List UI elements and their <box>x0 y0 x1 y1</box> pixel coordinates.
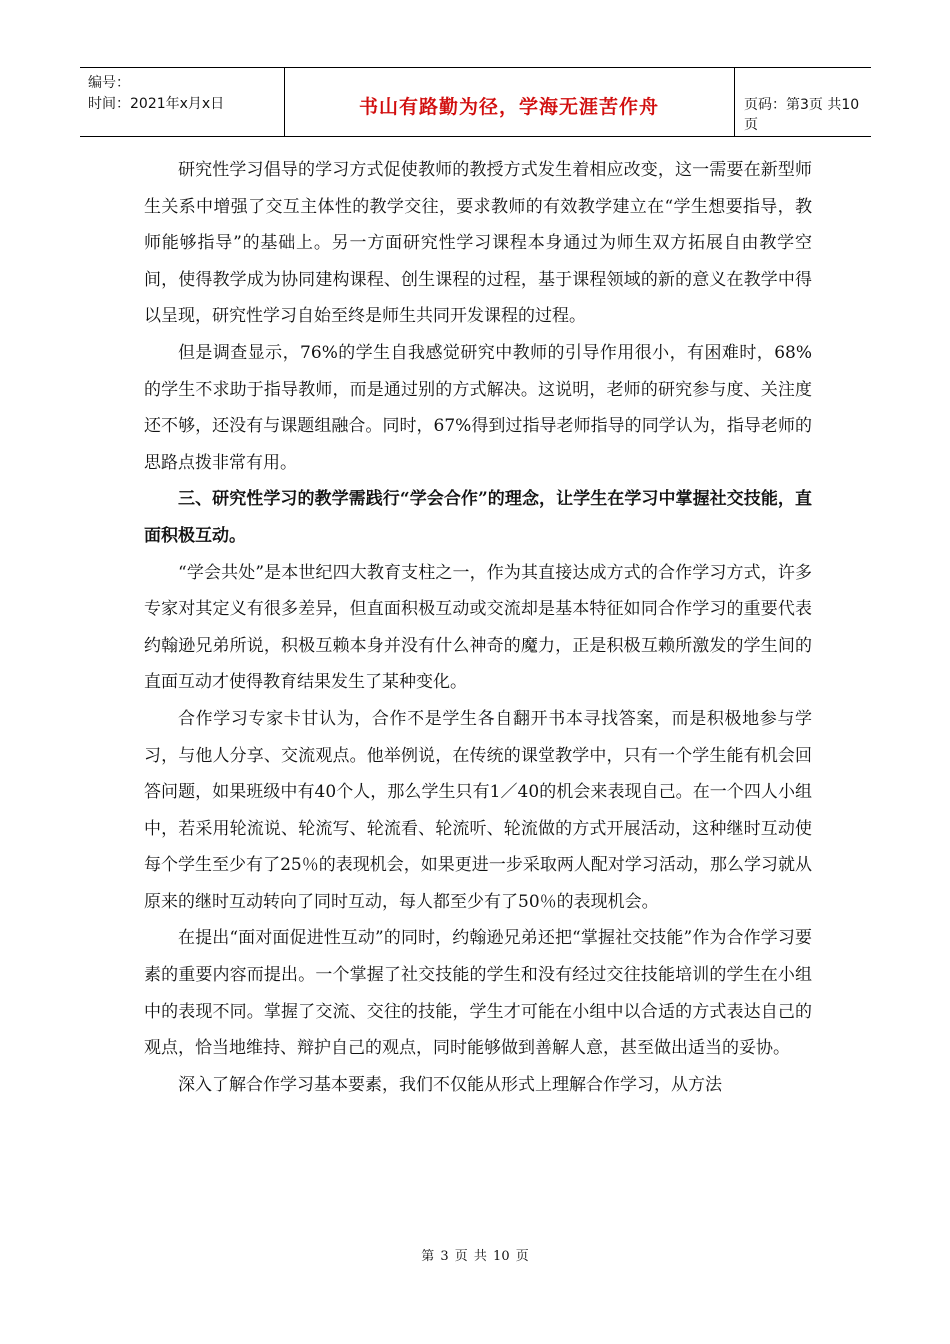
header-info-cell <box>80 68 285 136</box>
header-motto-cell <box>284 68 735 136</box>
paragraph: 研究性学习倡导的学习方式促使教师的教授方式发生着相应改变，这一需要在新型师生关系中增强了交互主体性的教学交往，要求教师的有效教学建立在“学生想要指导，教师能够指导”的基础上。另一方面研究性学习课程本身通过为师生双方拓展自由教学空间，使得教学成为协同建构课程、创生课程的过程，基于课程领域的新的意义在教学中得以呈现，研究性学习自始至终是师生共同开发课程的过程。 <box>144 160 812 327</box>
header-page-cell <box>734 68 871 136</box>
date-label: 时间：2021年x月x日 <box>88 96 225 112</box>
paragraph: 合作学习专家卡甘认为，合作不是学生各自翻开书本寻找答案，而是积极地参与学习，与他人分享、交流观点。他举例说，在传统的课堂教学中，只有一个学生能有机会回答问题，如果班级中有40个人，那么学生只有1／40的机会来表现自己。在一个四人小组中，若采用轮流说、轮流写、轮流看、轮流听、轮流做的方式开展活动，这种继时互动使每个学生至少有了25％的表现机会，如果更进一步采取两人配对学习活动，那么学习就从原来的继时互动转向了同时互动，每人都至少有了50％的表现机会。 <box>144 708 812 912</box>
page-footer: 第 3 页 共 10 页 <box>421 1249 529 1264</box>
page-header <box>80 67 871 137</box>
paragraph: 深入了解合作学习基本要素，我们不仅能从形式上理解合作学习，从方法 <box>178 1074 722 1095</box>
document-body <box>144 152 812 1103</box>
paragraph: 但是调查显示，76%的学生自我感觉研究中教师的引导作用很小，有困难时，68%的学生不求助于指导教师，而是通过别的方式解决。这说明，老师的研究参与度、关注度还不够，还没有与课题组融合。同时，67%得到过指导老师指导的同学认为，指导老师的思路点拨非常有用。 <box>144 342 812 473</box>
paragraph: “学会共处”是本世纪四大教育支柱之一，作为其直接达成方式的合作学习方式，许多专家对其定义有很多差异，但直面积极互动或交流却是基本特征如同合作学习的重要代表约翰逊兄弟所说，积极互赖本身并没有什么神奇的魔力，正是积极互赖所激发的学生间的直面互动才使得教育结果发生了某种变化。 <box>144 562 812 693</box>
paragraph: 在提出“面对面促进性互动”的同时，约翰逊兄弟还把“掌握社交技能”作为合作学习要素的重要内容而提出。一个掌握了社交技能的学生和没有经过交往技能培训的学生在小组中的表现不同。掌握了交流、交往的技能，学生才可能在小组中以合适的方式表达自己的观点，恰当地维持、辩护自己的观点，同时能够做到善解人意，甚至做出适当的妥协。 <box>144 928 812 1059</box>
section-heading: 三、研究性学习的教学需践行“学会合作”的理念，让学生在学习中掌握社交技能，直面积极互动。 <box>144 489 812 546</box>
page-number-label: 页码：第3页 共10页 <box>744 97 860 133</box>
motto-text: 书山有路勤为径，学海无涯苦作舟 <box>358 96 659 118</box>
serial-number-label: 编号： <box>88 75 130 91</box>
